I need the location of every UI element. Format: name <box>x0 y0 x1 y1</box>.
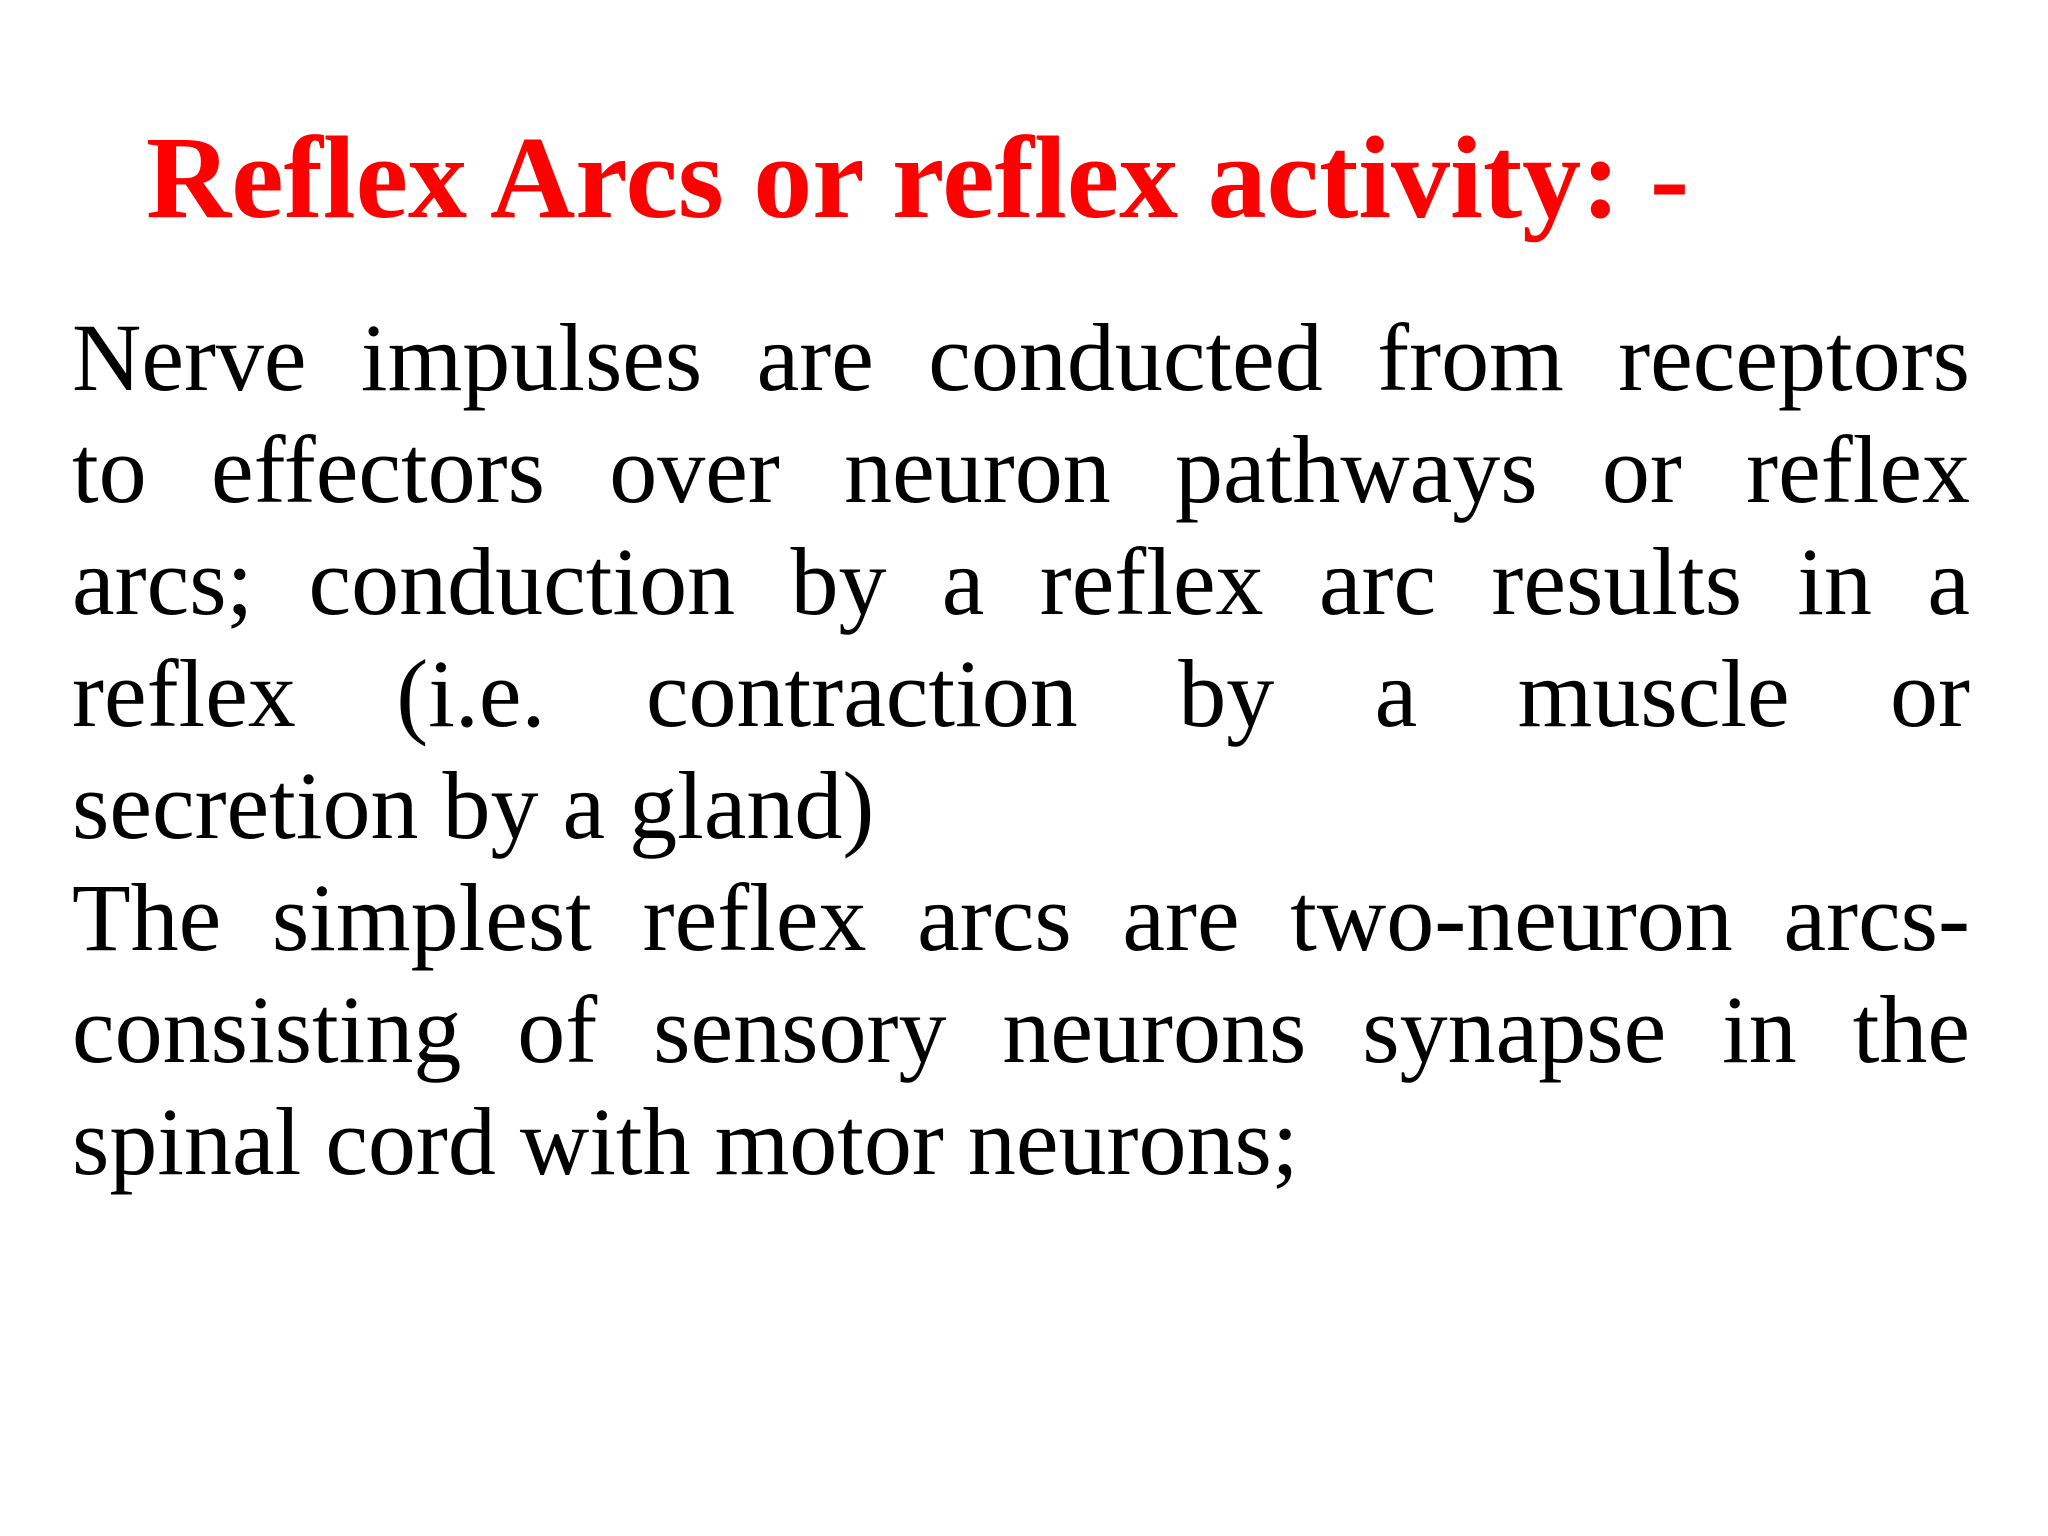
body-line: spinal cord with motor neurons; <box>72 1088 1299 1195</box>
body-line: consisting of sensory neurons synapse in the <box>72 976 1970 1083</box>
body-line: arcs; conduction by a reflex arc results in a <box>72 528 1970 635</box>
body-line: reflex (i.e. contraction by a muscle or <box>72 640 1970 747</box>
paragraph-simplest-reflex-arcs <box>72 862 1970 1198</box>
body-line: secretion by a gland) <box>72 752 875 859</box>
body-line: The simplest reflex arcs are two-neuron arcs- <box>72 864 1970 971</box>
slide-title: Reflex Arcs or reflex activity: - <box>146 112 1690 243</box>
body-line: Nerve impulses are conducted from receptors <box>72 304 1970 411</box>
slide-body <box>72 302 1970 1198</box>
paragraph-reflex-arc-definition <box>72 302 1970 862</box>
body-line: to effectors over neuron pathways or reflex <box>72 416 1970 523</box>
